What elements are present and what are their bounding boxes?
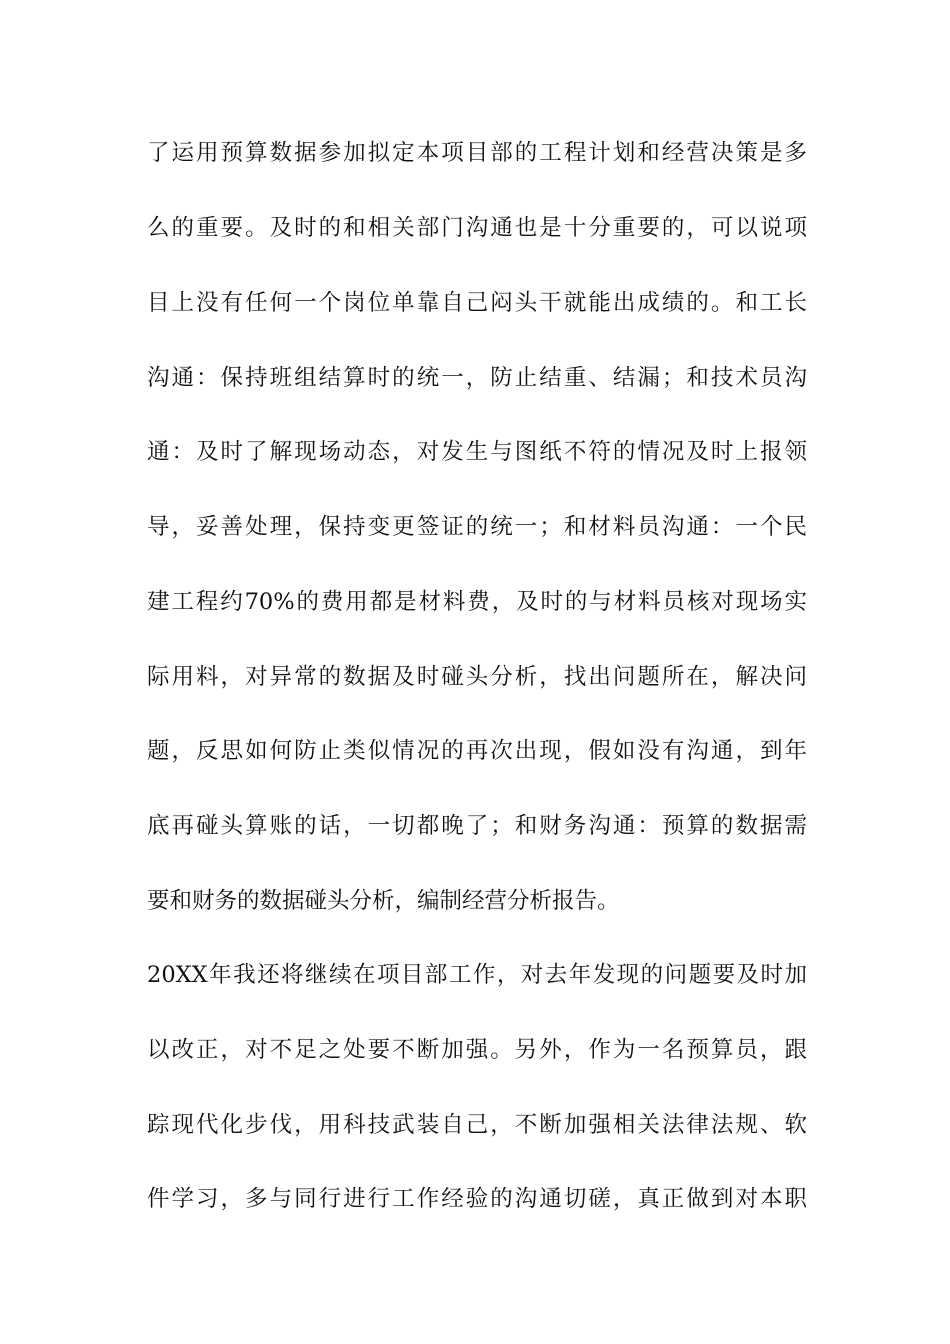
- text-line: 通：及时了解现场动态，对发生与图纸不符的情况及时上报领: [147, 439, 807, 465]
- text-line: 导，妥善处理，保持变更签证的统一；和材料员沟通：一个民: [147, 514, 807, 540]
- text-line: 际用料，对异常的数据及时碰头分析，找出问题所在，解决问: [147, 664, 807, 690]
- text-line: 踪现代化步伐，用科技武装自己，不断加强相关法律法规、软: [147, 1112, 807, 1138]
- text-line: 沟通：保持班组结算时的统一，防止结重、结漏；和技术员沟: [147, 365, 807, 391]
- text-line: 题，反思如何防止类似情况的再次出现，假如没有沟通，到年: [147, 738, 807, 764]
- text-line: 件学习，多与同行进行工作经验的沟通切磋，真正做到对本职: [147, 1186, 807, 1212]
- text-line: 20XX年我还将继续在项目部工作，对去年发现的问题要及时加: [147, 962, 807, 988]
- text-line: 目上没有任何一个岗位单靠自己闷头干就能出成绩的。和工长: [147, 290, 807, 316]
- text-line: 底再碰头算账的话，一切都晚了；和财务沟通：预算的数据需: [147, 813, 807, 839]
- text-line: 么的重要。及时的和相关部门沟通也是十分重要的，可以说项: [147, 215, 807, 241]
- text-line: 要和财务的数据碰头分析，编制经营分析报告。: [147, 888, 620, 914]
- text-line: 建工程约70%的费用都是材料费，及时的与材料员核对现场实: [147, 589, 807, 615]
- text-line: 了运用预算数据参加拟定本项目部的工程计划和经营决策是多: [147, 140, 807, 166]
- text-line: 以改正，对不足之处要不断加强。另外，作为一名预算员，跟: [147, 1037, 807, 1063]
